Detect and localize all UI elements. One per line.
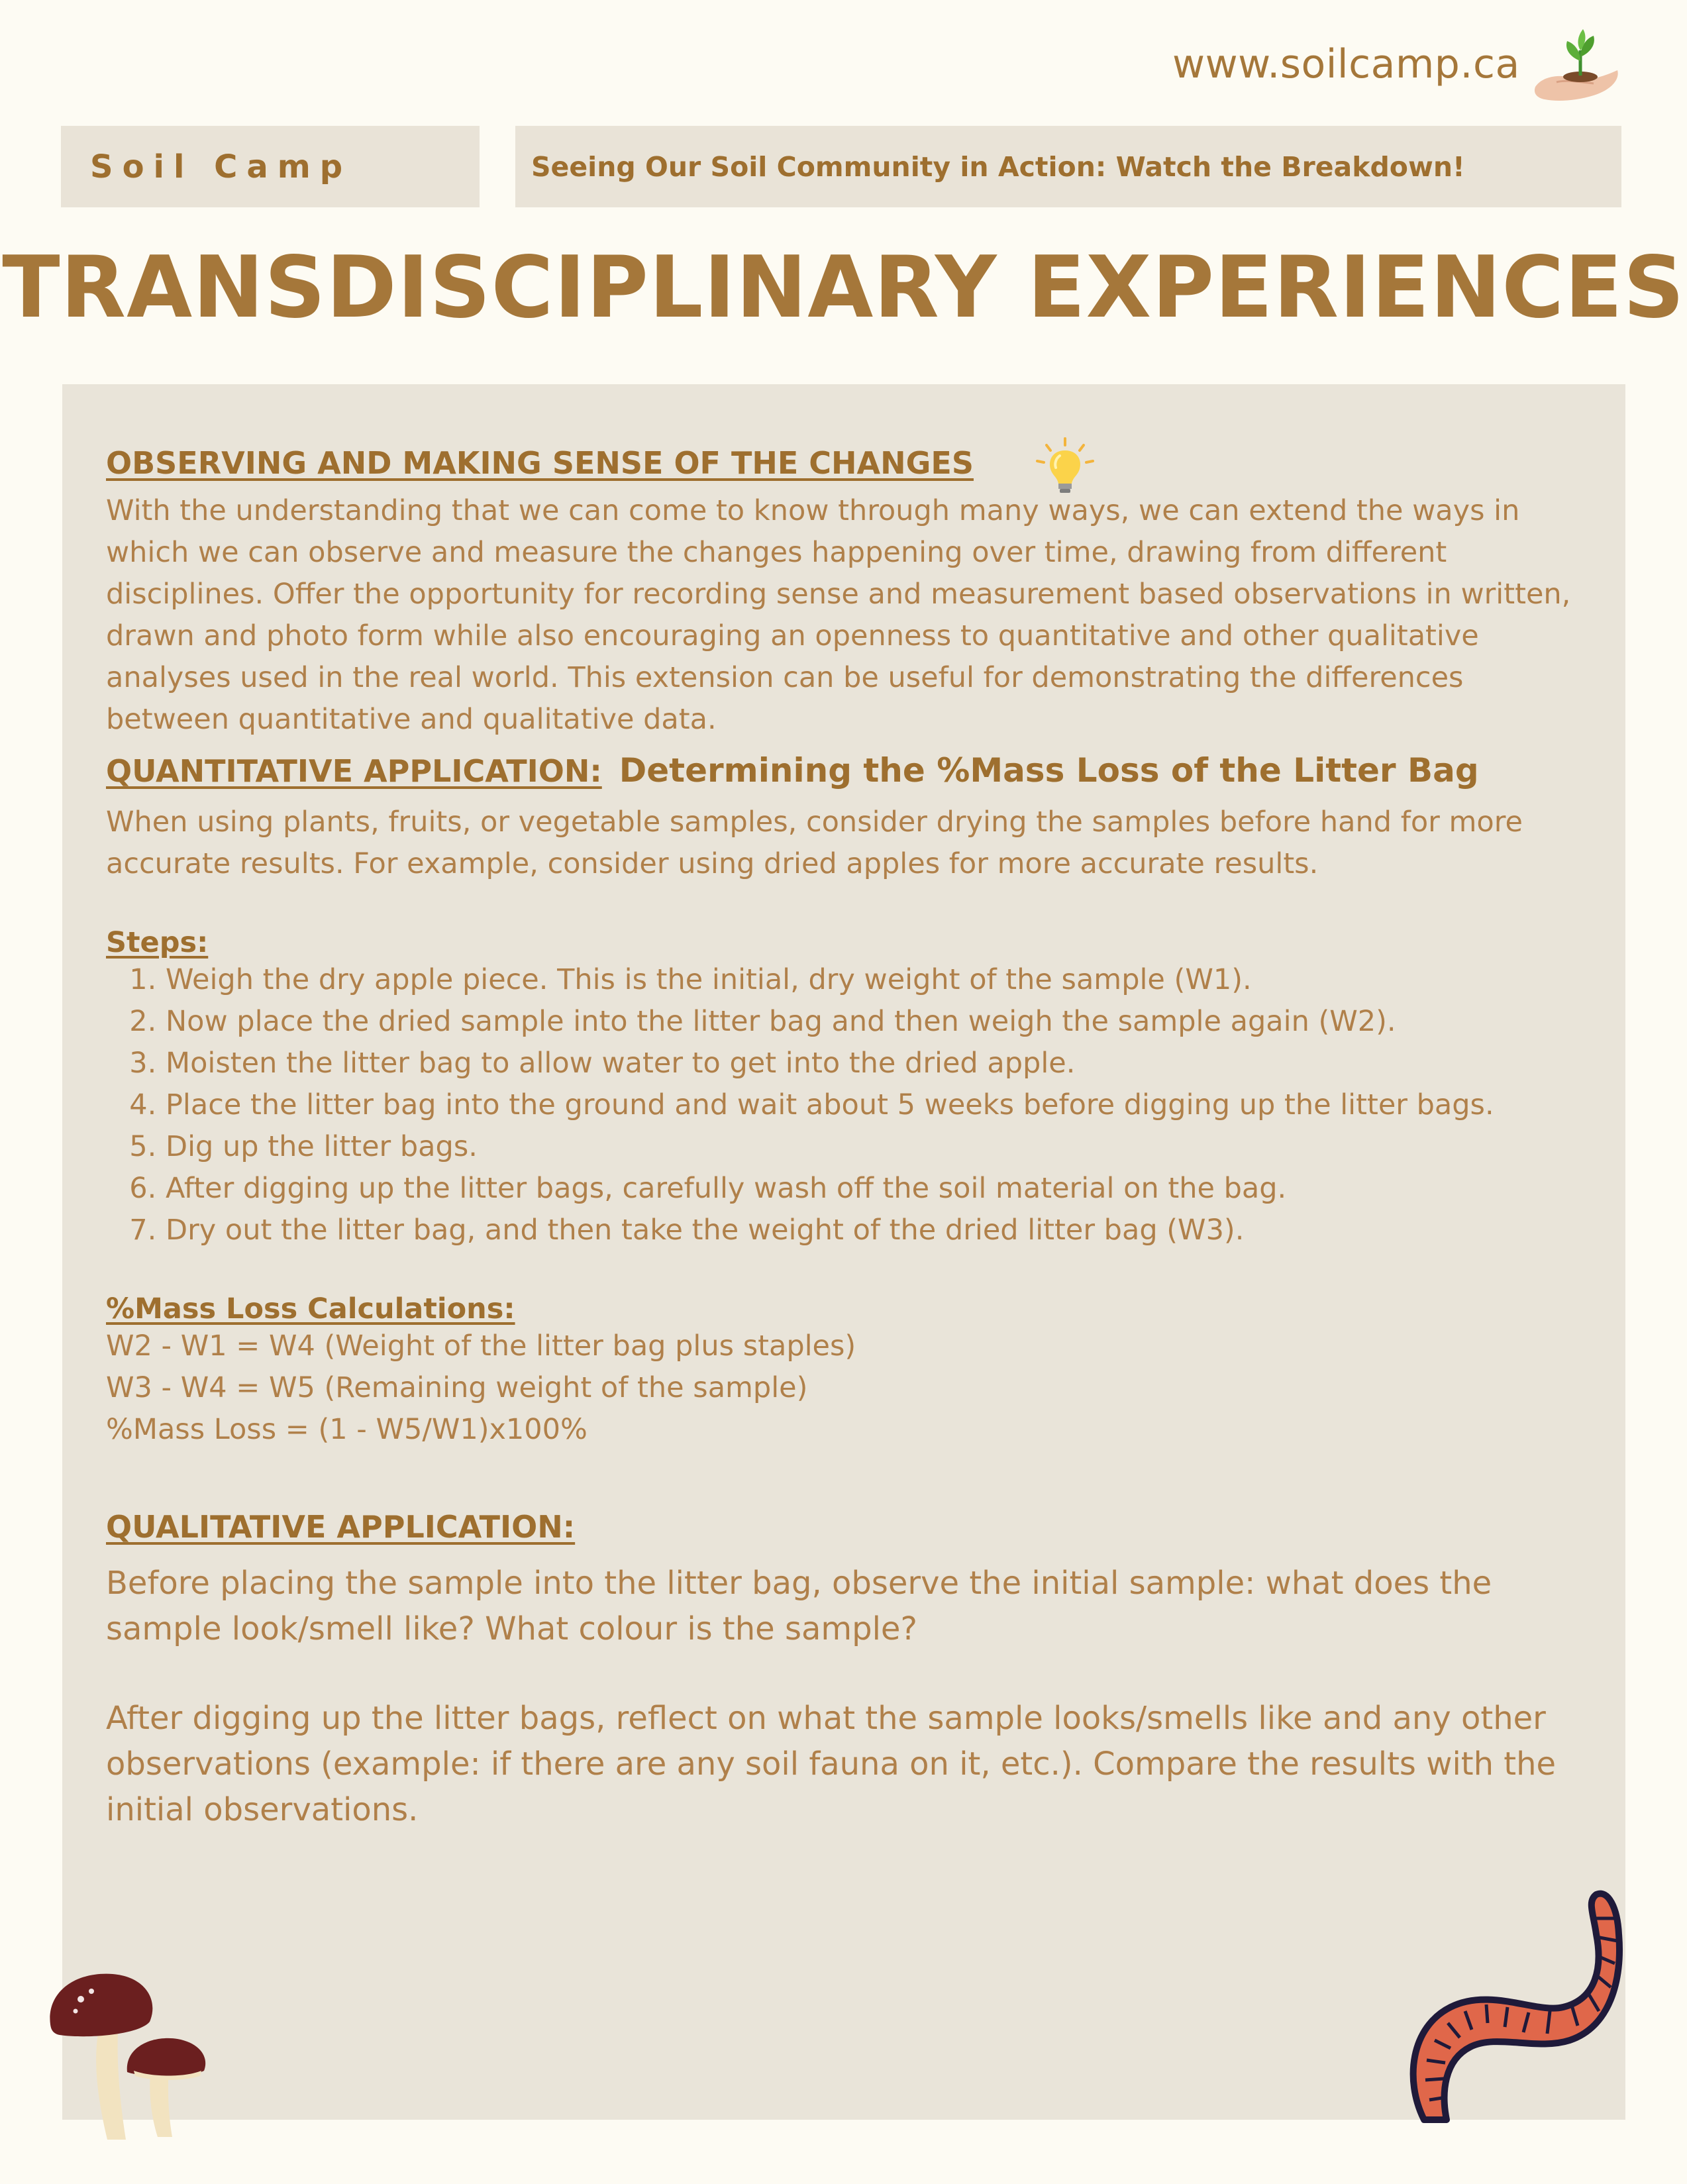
step-item: 6. After digging up the litter bags, carefully wash off the soil material on the bag. bbox=[166, 1168, 1576, 1210]
calc-line: W3 - W4 = W5 (Remaining weight of the sample) bbox=[106, 1371, 808, 1404]
step-item: 2. Now place the dried sample into the litter bag and then weigh the sample again (W2). bbox=[166, 1001, 1576, 1043]
qualitative-paragraph-2: After digging up the litter bags, reflect on what the sample looks/smells like and any other observations (example: if there are any soil fauna on it, etc.). Compare the results with the initial observations. bbox=[106, 1700, 1557, 1828]
content-body bbox=[106, 445, 1576, 1833]
quantitative-paragraph: When using plants, fruits, or vegetable samples, consider drying the samples before hand for more accurate results. For example, consider using dried apples for more accurate results. bbox=[106, 806, 1523, 880]
brand-label-box bbox=[61, 126, 480, 207]
steps-label: Steps: bbox=[106, 926, 209, 959]
calc-line: W2 - W1 = W4 (Weight of the litter bag plus staples) bbox=[106, 1329, 856, 1363]
step-item: 4. Place the litter bag into the ground and wait about 5 weeks before digging up the litter bags. bbox=[166, 1084, 1576, 1126]
qualitative-heading: QUALITATIVE APPLICATION: bbox=[106, 1509, 576, 1545]
step-item: 7. Dry out the litter bag, and then take the weight of the dried litter bag (W3). bbox=[166, 1210, 1576, 1251]
qualitative-paragraph-1: Before placing the sample into the litter bag, observe the initial sample: what does the sample look/smell like? What colour is the sample? bbox=[106, 1565, 1492, 1647]
earthworm-icon bbox=[1378, 1881, 1643, 2133]
observing-heading: OBSERVING AND MAKING SENSE OF THE CHANGES bbox=[106, 445, 974, 481]
quantitative-heading-row bbox=[106, 751, 1576, 790]
hand-sprout-icon bbox=[1530, 24, 1623, 110]
page-title: TRANSDISCIPLINARY EXPERIENCES bbox=[2, 238, 1685, 337]
quantitative-heading: QUANTITATIVE APPLICATION: bbox=[106, 753, 602, 789]
step-item: 3. Moisten the litter bag to allow water to get into the dried apple. bbox=[166, 1043, 1576, 1084]
step-item: 5. Dig up the litter bags. bbox=[166, 1126, 1576, 1168]
tagline: Seeing Our Soil Community in Action: Watch the Breakdown! bbox=[531, 150, 1465, 183]
step-item: 1. Weigh the dry apple piece. This is the initial, dry weight of the sample (W1). bbox=[166, 959, 1576, 1001]
steps-list bbox=[106, 959, 1576, 1251]
site-url[interactable]: www.soilcamp.ca bbox=[1172, 41, 1520, 87]
mushroom-icon bbox=[46, 1961, 212, 2146]
tagline-box bbox=[515, 126, 1621, 207]
observing-paragraph: With the understanding that we can come to know through many ways, we can extend the ways in which we can observe and measure the changes happening over time, drawing from different disciplines. Offer the opportunity for recording sense and measurement based observations in written, drawn and photo form while also encouraging an openness to quantitative and other qualitative analyses used in the real world. This extension can be useful for demonstrating the differences between quantitative and qualitative data. bbox=[106, 494, 1571, 736]
brand-name: Soil Camp bbox=[90, 148, 352, 185]
calc-label: %Mass Loss Calculations: bbox=[106, 1292, 515, 1326]
calc-line: %Mass Loss = (1 - W5/W1)x100% bbox=[106, 1413, 588, 1446]
quantitative-subheading: Determining the %Mass Loss of the Litter Bag bbox=[619, 751, 1479, 790]
